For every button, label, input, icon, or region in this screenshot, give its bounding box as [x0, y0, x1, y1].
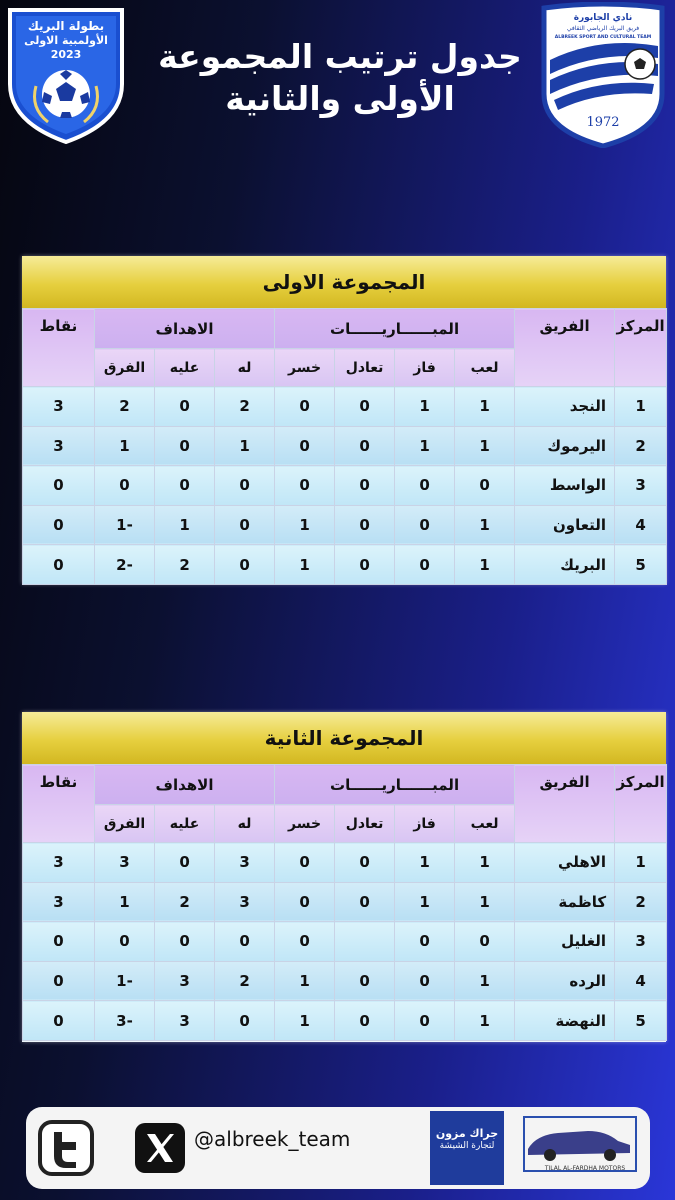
table-row [23, 922, 667, 962]
sponsor1-line2: لتجارة الشيشة [439, 1141, 495, 1151]
sponsor-car-logo [514, 1113, 642, 1183]
page-title [150, 36, 530, 120]
col-against-header: عليه [155, 349, 215, 387]
diff-cell: 1 [95, 426, 155, 466]
page-title-line1: جدول ترتيب المجموعة [158, 37, 522, 76]
against-cell: 3 [155, 961, 215, 1001]
lost-cell: 0 [275, 922, 335, 962]
col-diff-header: الفرق [95, 349, 155, 387]
x-icon[interactable] [134, 1122, 186, 1174]
rank-cell: 5 [615, 1001, 667, 1041]
diff-cell: -1 [95, 961, 155, 1001]
won-cell: 1 [395, 426, 455, 466]
club-logo [540, 2, 666, 148]
standings-table [22, 308, 667, 585]
col-matches-header: المبــــــاريــــــات [275, 309, 515, 349]
sponsor1-line1: جراك مزون [435, 1127, 499, 1140]
logo-right-year: 1972 [586, 115, 620, 130]
team-cell: البريك [515, 545, 615, 585]
col-lost-header: خسر [275, 349, 335, 387]
col-goals-header: الاهداف [95, 309, 275, 349]
standings-table [22, 764, 667, 1041]
lost-cell: 1 [275, 961, 335, 1001]
group-card [22, 712, 666, 1042]
col-matches-header: المبــــــاريــــــات [275, 765, 515, 805]
played-cell: 0 [455, 466, 515, 506]
col-for-header: له [215, 805, 275, 843]
col-points-header: نقاط [23, 309, 95, 387]
col-against-header: عليه [155, 805, 215, 843]
points-cell: 0 [23, 505, 95, 545]
played-cell: 1 [455, 961, 515, 1001]
tournament-logo [6, 4, 126, 144]
played-cell: 0 [455, 922, 515, 962]
table-row [23, 961, 667, 1001]
logo-left-line1: بطولة البريك [27, 19, 105, 33]
rank-cell: 4 [615, 961, 667, 1001]
rank-cell: 5 [615, 545, 667, 585]
group-title: المجموعة الاولى [22, 256, 666, 308]
col-lost-header: خسر [275, 805, 335, 843]
team-cell: التعاون [515, 505, 615, 545]
points-cell: 3 [23, 843, 95, 883]
against-cell: 0 [155, 426, 215, 466]
against-cell: 0 [155, 922, 215, 962]
points-cell: 3 [23, 387, 95, 427]
logo-right-title: نادي الجابورة [573, 13, 633, 23]
team-cell: النهضة [515, 1001, 615, 1041]
diff-cell: -3 [95, 1001, 155, 1041]
drawn-cell: 0 [335, 466, 395, 506]
against-cell: 2 [155, 545, 215, 585]
for-cell: 0 [215, 466, 275, 506]
rank-cell: 1 [615, 387, 667, 427]
points-cell: 3 [23, 882, 95, 922]
drawn-cell: 0 [335, 505, 395, 545]
diff-cell: -2 [95, 545, 155, 585]
won-cell: 0 [395, 545, 455, 585]
for-cell: 0 [215, 505, 275, 545]
rank-cell: 2 [615, 882, 667, 922]
points-cell: 0 [23, 1001, 95, 1041]
diff-cell: 0 [95, 466, 155, 506]
won-cell: 0 [395, 961, 455, 1001]
group-title: المجموعة الثانية [22, 712, 666, 764]
twitter-icon[interactable] [38, 1120, 94, 1176]
logo-right-subtitle: فريق البريك الرياضي الثقافي [566, 25, 640, 32]
rank-cell: 4 [615, 505, 667, 545]
played-cell: 1 [455, 426, 515, 466]
social-handle[interactable]: @albreek_team [194, 1127, 351, 1151]
against-cell: 1 [155, 505, 215, 545]
lost-cell: 0 [275, 466, 335, 506]
for-cell: 0 [215, 545, 275, 585]
drawn-cell [335, 922, 395, 962]
played-cell: 1 [455, 882, 515, 922]
col-won-header: فاز [395, 805, 455, 843]
col-diff-header: الفرق [95, 805, 155, 843]
rank-cell: 3 [615, 922, 667, 962]
col-goals-header: الاهداف [95, 765, 275, 805]
against-cell: 0 [155, 387, 215, 427]
rank-cell: 2 [615, 426, 667, 466]
drawn-cell: 0 [335, 426, 395, 466]
diff-cell: 3 [95, 843, 155, 883]
logo-left-line2: الأولمبية الاولى [24, 34, 108, 47]
points-cell: 0 [23, 545, 95, 585]
for-cell: 0 [215, 922, 275, 962]
table-row [23, 466, 667, 506]
played-cell: 1 [455, 1001, 515, 1041]
col-team-header: الفريق [515, 765, 615, 843]
footer [26, 1107, 650, 1189]
drawn-cell: 0 [335, 882, 395, 922]
against-cell: 0 [155, 843, 215, 883]
for-cell: 0 [215, 1001, 275, 1041]
for-cell: 2 [215, 387, 275, 427]
logo-left-year: 2023 [50, 48, 82, 61]
points-cell: 0 [23, 961, 95, 1001]
table-row [23, 843, 667, 883]
table-row [23, 1001, 667, 1041]
drawn-cell: 0 [335, 843, 395, 883]
table-row [23, 387, 667, 427]
rank-cell: 3 [615, 466, 667, 506]
won-cell: 0 [395, 466, 455, 506]
drawn-cell: 0 [335, 1001, 395, 1041]
against-cell: 3 [155, 1001, 215, 1041]
group-card [22, 256, 666, 584]
diff-cell: 1 [95, 882, 155, 922]
against-cell: 2 [155, 882, 215, 922]
for-cell: 1 [215, 426, 275, 466]
col-team-header: الفريق [515, 309, 615, 387]
lost-cell: 0 [275, 843, 335, 883]
diff-cell: 0 [95, 922, 155, 962]
table-row [23, 545, 667, 585]
col-drawn-header: تعادل [335, 805, 395, 843]
lost-cell: 0 [275, 426, 335, 466]
team-cell: الواسط [515, 466, 615, 506]
points-cell: 0 [23, 466, 95, 506]
team-cell: الغليل [515, 922, 615, 962]
logo-right-english: ALBREEK SPORT AND CULTURAL TEAM [554, 35, 652, 40]
won-cell: 1 [395, 387, 455, 427]
against-cell: 0 [155, 466, 215, 506]
table-row [23, 426, 667, 466]
team-cell: الرده [515, 961, 615, 1001]
drawn-cell: 0 [335, 545, 395, 585]
won-cell: 1 [395, 882, 455, 922]
points-cell: 0 [23, 922, 95, 962]
sponsor2-label: TILAL AL-FARDHA MOTORS [544, 1165, 626, 1172]
won-cell: 0 [395, 1001, 455, 1041]
points-cell: 3 [23, 426, 95, 466]
table-row [23, 505, 667, 545]
col-for-header: له [215, 349, 275, 387]
for-cell: 3 [215, 882, 275, 922]
sponsor-logo-1 [430, 1111, 504, 1185]
lost-cell: 1 [275, 505, 335, 545]
lost-cell: 0 [275, 387, 335, 427]
diff-cell: 2 [95, 387, 155, 427]
lost-cell: 1 [275, 545, 335, 585]
diff-cell: -1 [95, 505, 155, 545]
header [0, 0, 675, 160]
team-cell: الاهلي [515, 843, 615, 883]
won-cell: 0 [395, 505, 455, 545]
lost-cell: 0 [275, 882, 335, 922]
col-rank-header: المركز [615, 309, 667, 387]
rank-cell: 1 [615, 843, 667, 883]
col-drawn-header: تعادل [335, 349, 395, 387]
col-won-header: فاز [395, 349, 455, 387]
played-cell: 1 [455, 505, 515, 545]
drawn-cell: 0 [335, 387, 395, 427]
team-cell: النجد [515, 387, 615, 427]
team-cell: كاظمة [515, 882, 615, 922]
for-cell: 3 [215, 843, 275, 883]
drawn-cell: 0 [335, 961, 395, 1001]
col-played-header: لعب [455, 349, 515, 387]
table-row [23, 882, 667, 922]
played-cell: 1 [455, 843, 515, 883]
page-title-line2: الأولى والثانية [225, 79, 455, 118]
played-cell: 1 [455, 387, 515, 427]
played-cell: 1 [455, 545, 515, 585]
for-cell: 2 [215, 961, 275, 1001]
won-cell: 0 [395, 922, 455, 962]
lost-cell: 1 [275, 1001, 335, 1041]
team-cell: اليرموك [515, 426, 615, 466]
won-cell: 1 [395, 843, 455, 883]
col-played-header: لعب [455, 805, 515, 843]
col-rank-header: المركز [615, 765, 667, 843]
col-points-header: نقاط [23, 765, 95, 843]
